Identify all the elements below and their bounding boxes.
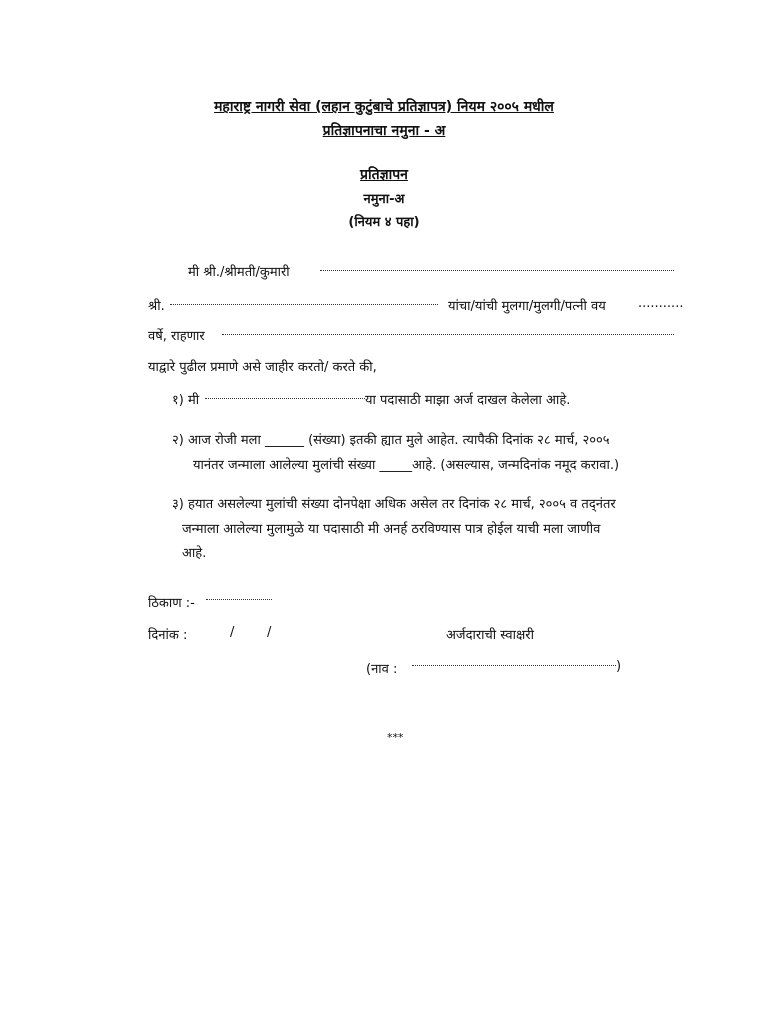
end-mark: *** xyxy=(387,731,404,744)
point3-line2: जन्माला आलेल्या मुलामुळे या पदासाठी मी अनर्ह ठरविण्यास पात्र होईल याची मला जाणीव xyxy=(182,522,601,537)
subheading-form: नमुना-अ xyxy=(363,192,405,207)
declaration-text: याद्वारे पुढील प्रमाणे असे जाहीर करतो/ करते की, xyxy=(148,360,377,375)
age-field-dots[interactable]: ........... xyxy=(638,296,684,311)
signature-label: अर्जदाराची स्वाक्षरी xyxy=(446,628,534,643)
years-residing-label: वर्षे, राहणार xyxy=(148,329,205,344)
heading-line2: प्रतिज्ञापनाचा नमुना - अ xyxy=(322,123,446,139)
post-field-line[interactable] xyxy=(205,398,365,399)
point3-line3: आहे. xyxy=(182,546,207,561)
shri-label: श्री. xyxy=(148,299,165,314)
subheading-title: प्रतिज्ञापन xyxy=(360,167,408,183)
point2-line1: २) आज रोजी मला ______ (संख्या) इतकी ह्यात मुले आहेत. त्यापैकी दिनांक २८ मार्च, २००५ xyxy=(172,433,610,448)
point2-line2: यानंतर जन्माला आलेल्या मुलांची संख्या _____आहे. (असल्यास, जन्मदिनांक नमूद करावा.) xyxy=(193,458,620,473)
signatory-name-field-line[interactable] xyxy=(412,665,616,666)
date-label: दिनांक : xyxy=(148,628,188,643)
name-label: मी श्री./श्रीमती/कुमारी xyxy=(188,265,290,280)
parent-name-field-line[interactable] xyxy=(170,304,438,305)
name-field-line[interactable] xyxy=(320,270,674,271)
date-separator-2: / xyxy=(267,625,272,640)
address-field-line[interactable] xyxy=(206,599,272,600)
date-separator-1: / xyxy=(230,625,235,640)
point3-line1: ३) हयात असलेल्या मुलांची संख्या दोनपेक्षा अधिक असेल तर दिनांक २८ मार्च, २००५ व तद्नंतर xyxy=(172,497,616,512)
name-open-label: (नाव : xyxy=(366,662,398,677)
name-close-label: ) xyxy=(616,659,622,674)
point1-suffix: या पदासाठी माझा अर्ज दाखल केलेला आहे. xyxy=(365,393,571,408)
subheading-rule: (नियम ४ पहा) xyxy=(348,215,420,230)
heading-line1: महाराष्ट्र नागरी सेवा (लहान कुटुंबाचे प्रतिज्ञापत्र) नियम २००५ मधील xyxy=(214,99,554,115)
residence-field-line[interactable] xyxy=(222,334,674,335)
address-label: ठिकाण :- xyxy=(148,596,195,611)
relation-label: यांचा/यांची मुलगा/मुलगी/पत्नी वय xyxy=(448,299,606,314)
point1-prefix: १) मी xyxy=(172,393,200,408)
